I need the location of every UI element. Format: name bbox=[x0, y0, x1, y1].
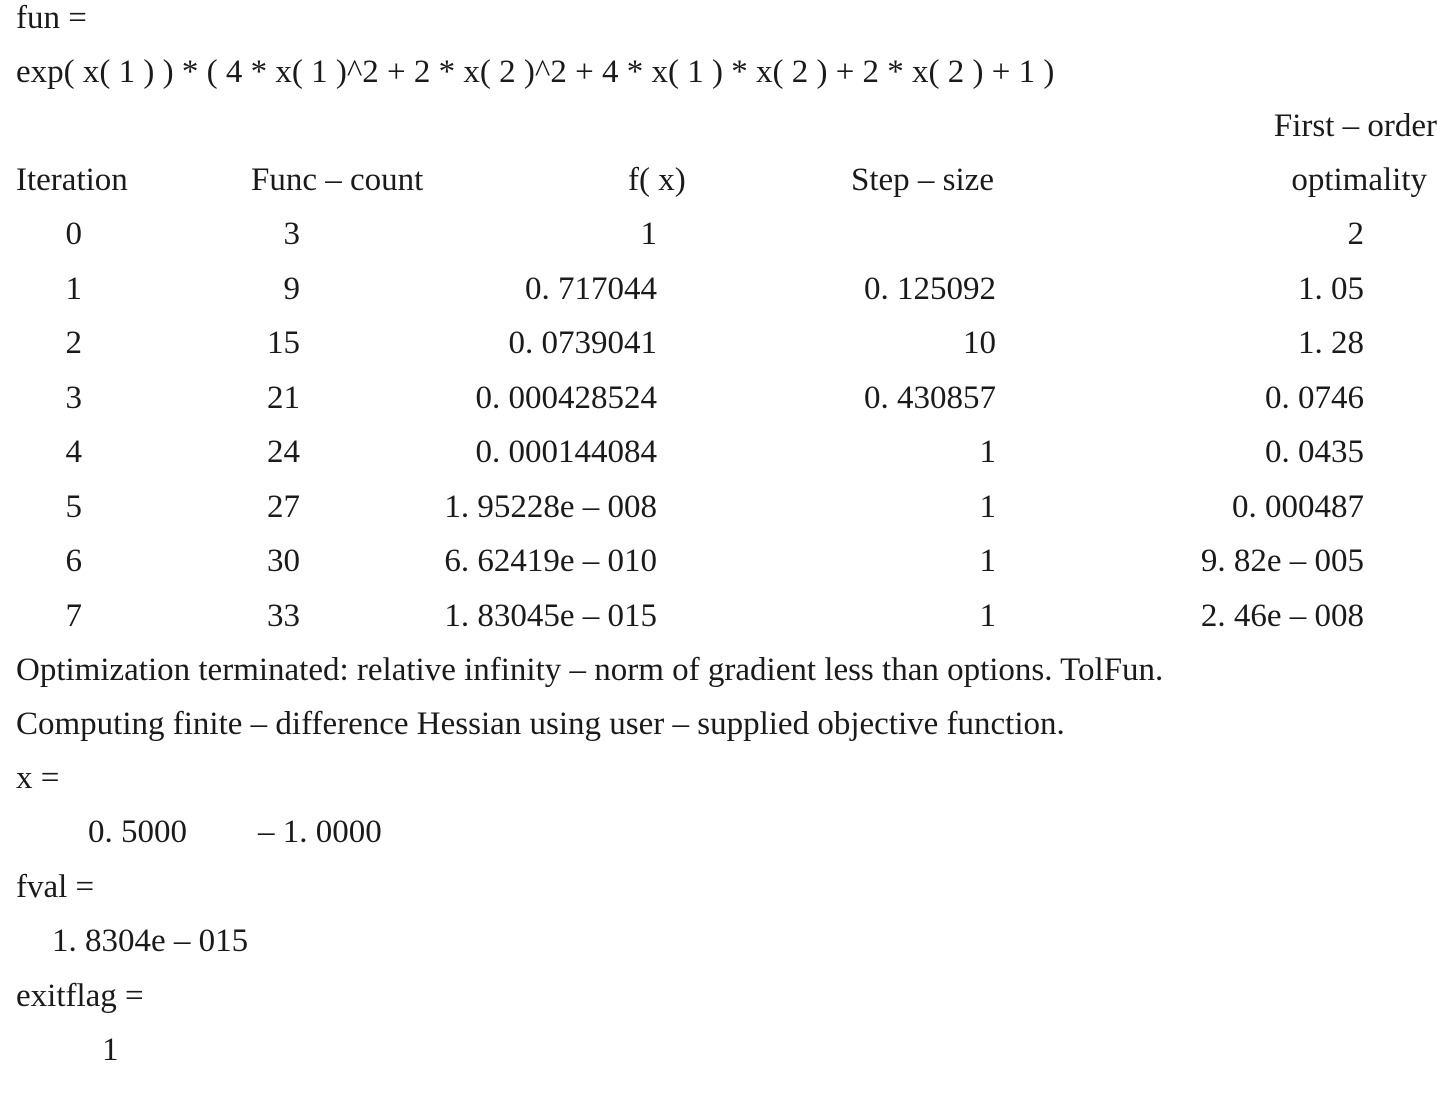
cell-iteration: 6 bbox=[65, 543, 82, 579]
cell-fx: 1. 95228e – 008 bbox=[444, 489, 657, 525]
header-iteration: Iteration bbox=[16, 162, 128, 198]
header-first-order: First – order bbox=[1273, 108, 1437, 144]
cell-fx: 1 bbox=[640, 216, 657, 252]
cell-iteration: 5 bbox=[65, 489, 82, 525]
cell-optimality: 2 bbox=[1347, 216, 1364, 252]
table-row bbox=[0, 327, 1437, 367]
fun-expression: exp( x( 1 ) ) * ( 4 * x( 1 )^2 + 2 * x( 2 )^2 + 4 * x( 1 ) * x( 2 ) + 2 * x( 2 ) + 1 ) bbox=[16, 54, 1055, 90]
cell-iteration: 1 bbox=[65, 271, 82, 307]
table-row bbox=[0, 545, 1437, 585]
exitflag-label: exitflag = bbox=[16, 978, 144, 1014]
x-value-2: – 1. 0000 bbox=[258, 814, 382, 850]
header-optimality: optimality bbox=[1291, 162, 1427, 198]
header-fx: f( x) bbox=[628, 162, 686, 198]
cell-optimality: 1. 05 bbox=[1298, 271, 1364, 307]
cell-func-count: 15 bbox=[267, 325, 300, 361]
cell-step-size: 1 bbox=[979, 434, 996, 470]
cell-step-size: 1 bbox=[979, 543, 996, 579]
table-row bbox=[0, 218, 1437, 258]
termination-message: Optimization terminated: relative infinity – norm of gradient less than options. TolFun. bbox=[16, 652, 1164, 688]
x-label: x = bbox=[16, 760, 60, 796]
x-value-1: 0. 5000 bbox=[88, 814, 187, 850]
fval-label: fval = bbox=[16, 869, 95, 905]
table-row bbox=[0, 436, 1437, 476]
cell-iteration: 0 bbox=[65, 216, 82, 252]
cell-optimality: 9. 82e – 005 bbox=[1200, 543, 1364, 579]
table-row bbox=[0, 491, 1437, 531]
cell-iteration: 3 bbox=[65, 380, 82, 416]
table-row bbox=[0, 273, 1437, 313]
cell-fx: 0. 0739041 bbox=[508, 325, 657, 361]
cell-optimality: 2. 46e – 008 bbox=[1200, 598, 1364, 634]
cell-fx: 6. 62419e – 010 bbox=[444, 543, 657, 579]
table-row bbox=[0, 382, 1437, 422]
cell-step-size: 1 bbox=[979, 489, 996, 525]
cell-step-size: 0. 430857 bbox=[864, 380, 996, 416]
header-step-size: Step – size bbox=[851, 162, 994, 198]
cell-func-count: 30 bbox=[267, 543, 300, 579]
cell-optimality: 1. 28 bbox=[1298, 325, 1364, 361]
cell-fx: 0. 000428524 bbox=[475, 380, 657, 416]
cell-fx: 1. 83045e – 015 bbox=[444, 598, 657, 634]
cell-optimality: 0. 0746 bbox=[1265, 380, 1364, 416]
cell-fx: 0. 717044 bbox=[525, 271, 657, 307]
cell-iteration: 7 bbox=[65, 598, 82, 634]
cell-iteration: 2 bbox=[65, 325, 82, 361]
fun-label: fun = bbox=[16, 0, 87, 36]
cell-func-count: 24 bbox=[267, 434, 300, 470]
cell-func-count: 21 bbox=[267, 380, 300, 416]
exitflag-value: 1 bbox=[102, 1032, 119, 1068]
table-row bbox=[0, 600, 1437, 640]
cell-optimality: 0. 0435 bbox=[1265, 434, 1364, 470]
cell-func-count: 27 bbox=[267, 489, 300, 525]
fval-value: 1. 8304e – 015 bbox=[52, 923, 249, 959]
header-func-count: Func – count bbox=[251, 162, 424, 198]
hessian-message: Computing finite – difference Hessian using user – supplied objective function. bbox=[16, 706, 1065, 742]
cell-func-count: 3 bbox=[283, 216, 300, 252]
cell-fx: 0. 000144084 bbox=[475, 434, 657, 470]
cell-step-size: 0. 125092 bbox=[864, 271, 996, 307]
cell-step-size: 10 bbox=[963, 325, 996, 361]
cell-func-count: 33 bbox=[267, 598, 300, 634]
cell-step-size: 1 bbox=[979, 598, 996, 634]
cell-iteration: 4 bbox=[65, 434, 82, 470]
cell-optimality: 0. 000487 bbox=[1232, 489, 1364, 525]
cell-func-count: 9 bbox=[283, 271, 300, 307]
